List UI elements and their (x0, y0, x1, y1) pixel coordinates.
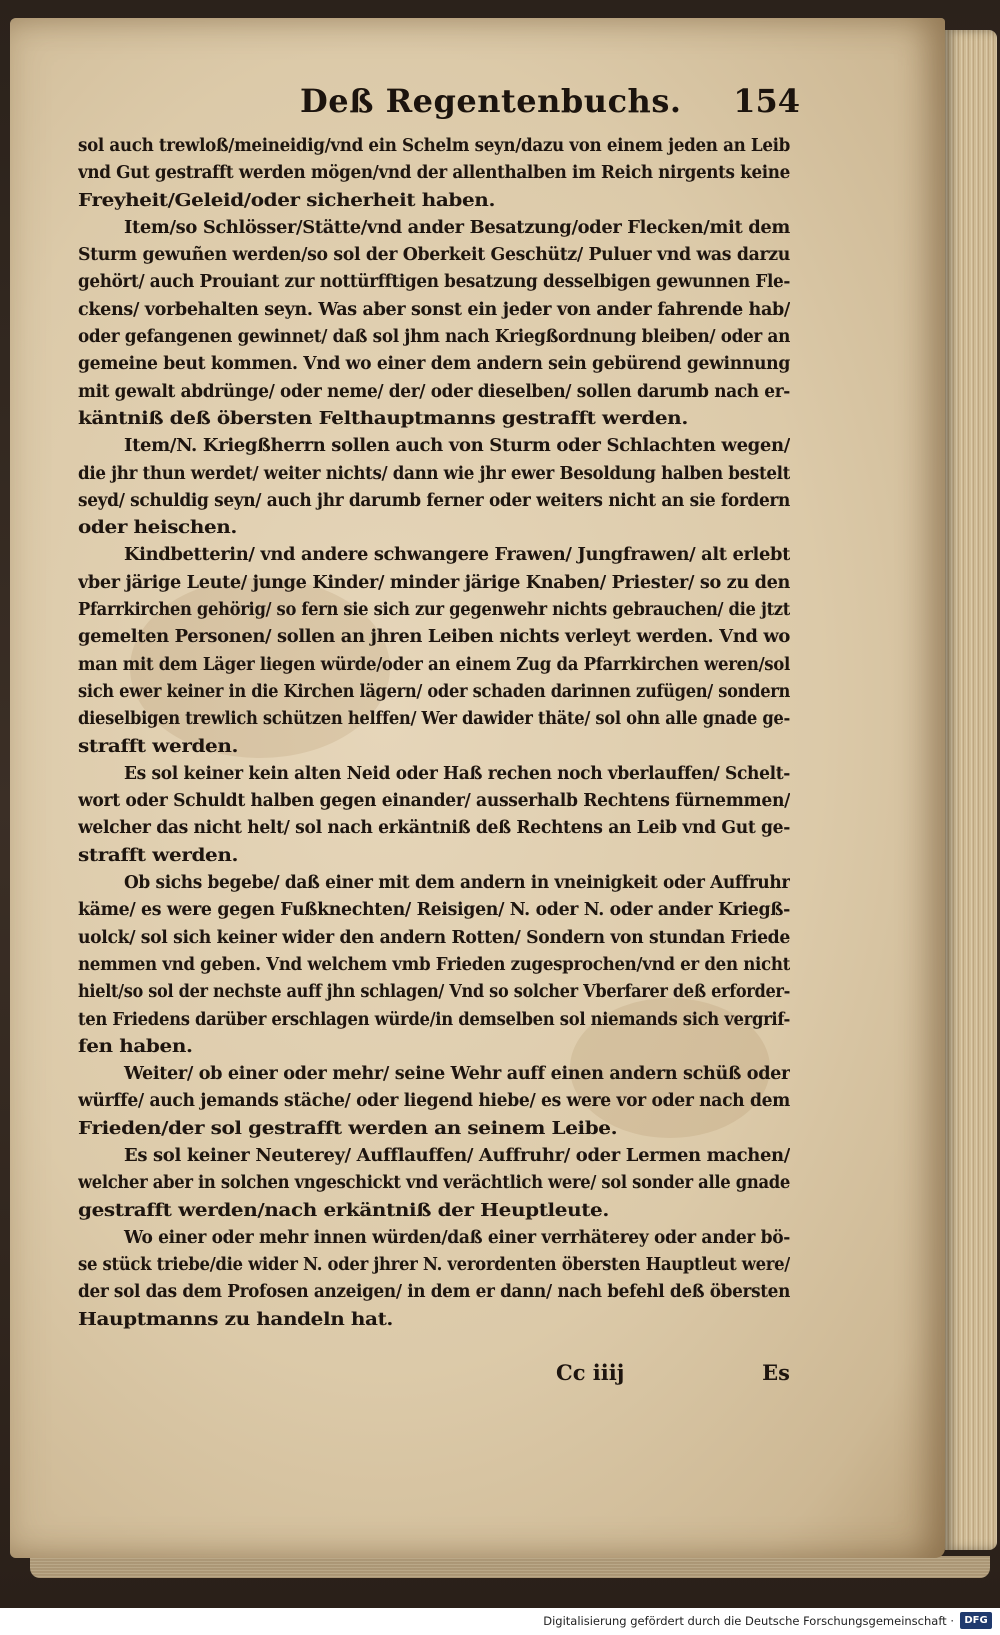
text-line: Ob sichs begebe/ daß einer mit dem andern in vneinigkeit oder Auffruhr (124, 873, 790, 894)
text-line: oder gefangenen gewinnet/ daß sol jhm nach Kriegßordnung bleiben/ oder an (78, 327, 790, 348)
text-line: uolck/ sol sich keiner wider den andern Rotten/ Sondern von stundan Friede (78, 927, 790, 948)
text-line: käme/ es were gegen Fußknechten/ Reisigen/ N. oder N. oder ander Kriegß- (78, 900, 790, 921)
text-line: sich ewer keiner in die Kirchen lägern/ oder schaden darinnen zufügen/ sondern (78, 681, 790, 702)
text-line: Item/so Schlösser/Stätte/vnd ander Besatzung/oder Flecken/mit dem (124, 217, 790, 238)
paragraph (78, 1225, 790, 1334)
text-line: mit gewalt abdrünge/ oder neme/ der/ oder dieselben/ sollen darumb nach er- (78, 381, 790, 402)
paragraph (78, 1143, 790, 1225)
text-line: welcher das nicht helt/ sol nach erkäntniß deß Rechtens an Leib vnd Gut ge- (78, 818, 790, 839)
page-edges (945, 30, 997, 1550)
page-number: 154 (733, 82, 800, 120)
catchword: Es (762, 1360, 790, 1385)
paragraph (78, 1061, 790, 1143)
text-line: Freyheit/Geleid/oder sicherheit haben. (78, 190, 496, 211)
text-line: Sturm gewuñen werden/so sol der Oberkeit Geschütz/ Puluer vnd was darzu (78, 245, 790, 266)
text-line: die jhr thun werdet/ weiter nichts/ dann wie jhr ewer Besoldung halben bestelt (78, 463, 790, 484)
text-line: Frieden/der sol gestrafft werden an seinem Leibe. (78, 1118, 618, 1139)
text-line: Es sol keiner kein alten Neid oder Haß rechen noch vberlauffen/ Schelt- (124, 763, 790, 784)
text-line: Item/N. Kriegßherrn sollen auch von Sturm oder Schlachten wegen/ (124, 436, 790, 457)
text-line: ckens/ vorbehalten seyn. Was aber sonst ein jeder von ander fahrende hab/ (78, 299, 790, 320)
text-line: Kindbetterin/ vnd andere schwangere Frawen/ Jungfrawen/ alt erlebt (124, 545, 790, 566)
paragraph (78, 215, 790, 433)
signature-mark: Cc iiij (556, 1360, 625, 1385)
page-header (300, 82, 800, 130)
paragraph (78, 761, 790, 870)
text-line: würffe/ auch jemands stäche/ oder liegend hiebe/ es were vor oder nach dem (78, 1091, 790, 1112)
text-line: strafft werden. (78, 736, 239, 757)
text-line: seyd/ schuldig seyn/ auch jhr darumb ferner oder weiters nicht an sie fordern (78, 490, 790, 511)
dfg-logo: DFG (960, 1612, 992, 1629)
body-text (78, 133, 790, 1334)
text-line: welcher aber in solchen vngeschickt vnd verächtlich were/ sol sonder alle gnade (78, 1173, 790, 1194)
text-line: Hauptmanns zu handeln hat. (78, 1309, 393, 1330)
running-title: Deß Regentenbuchs. (300, 82, 682, 120)
text-line: fen haben. (78, 1036, 193, 1057)
text-line: dieselbigen trewlich schützen helffen/ Wer dawider thäte/ sol ohn alle gnade ge- (78, 709, 790, 730)
text-line: strafft werden. (78, 845, 239, 866)
paragraph (78, 870, 790, 1061)
text-line: Pfarrkirchen gehörig/ so fern sie sich zur gegenwehr nichts gebrauchen/ die jtzt (78, 600, 790, 621)
paragraph (78, 542, 790, 760)
text-line: vnd Gut gestrafft werden mögen/vnd der allenthalben im Reich nirgents keine (78, 163, 790, 184)
text-line: gemelten Personen/ sollen an jhren Leiben nichts verleyt werden. Vnd wo (78, 627, 790, 648)
page-footer (556, 1360, 790, 1396)
text-line: wort oder Schuldt halben gegen einander/ ausserhalb Rechtens fürnemmen/ (78, 791, 790, 812)
text-line: ten Friedens darüber erschlagen würde/in demselben sol niemands sich vergrif- (78, 1009, 790, 1030)
digitization-credit: Digitalisierung gefördert durch die Deutsche Forschungsgemeinschaft · (543, 1614, 954, 1628)
text-line: vber järige Leute/ junge Kinder/ minder järige Knaben/ Priester/ so zu den (78, 572, 790, 593)
text-line: der sol das dem Profosen anzeigen/ in dem er dann/ nach befehl deß öbersten (78, 1282, 790, 1303)
paragraph (78, 433, 790, 542)
text-line: hielt/so sol der nechste auff jhn schlagen/ Vnd so solcher Vberfarer deß erforder- (78, 982, 790, 1003)
text-line: sol auch trewloß/meineidig/vnd ein Schelm seyn/dazu von einem jeden an Leib (78, 136, 790, 156)
text-line: gemeine beut kommen. Vnd wo einer dem andern sein gebürend gewinnung (78, 354, 790, 375)
text-line: Wo einer oder mehr innen würden/daß einer verrhäterey oder ander bö- (124, 1227, 790, 1248)
paragraph (78, 133, 790, 215)
text-line: nemmen vnd geben. Vnd welchem vmb Frieden zugesprochen/vnd er den nicht (78, 954, 790, 975)
bottom-page-edges (30, 1556, 990, 1578)
text-line: man mit dem Läger liegen würde/oder an einem Zug da Pfarrkirchen weren/sol (78, 654, 790, 675)
text-line: gestrafft werden/nach erkäntniß der Heuptleute. (78, 1200, 609, 1221)
text-line: Es sol keiner Neuterey/ Aufflauffen/ Auffruhr/ oder Lermen machen/ (124, 1145, 790, 1166)
text-line: oder heischen. (78, 518, 237, 539)
text-line: Weiter/ ob einer oder mehr/ seine Wehr auff einen andern schüß oder (124, 1064, 790, 1085)
digitization-bar (0, 1608, 1000, 1635)
text-line: gehört/ auch Prouiant zur nottürfftigen besatzung desselbigen gewunnen Fle- (78, 272, 790, 293)
text-line: se stück triebe/die wider N. oder jhrer N. verordenten öbersten Hauptleut were/ (78, 1255, 790, 1276)
text-line: käntniß deß öbersten Felthauptmanns gestrafft werden. (78, 408, 688, 429)
